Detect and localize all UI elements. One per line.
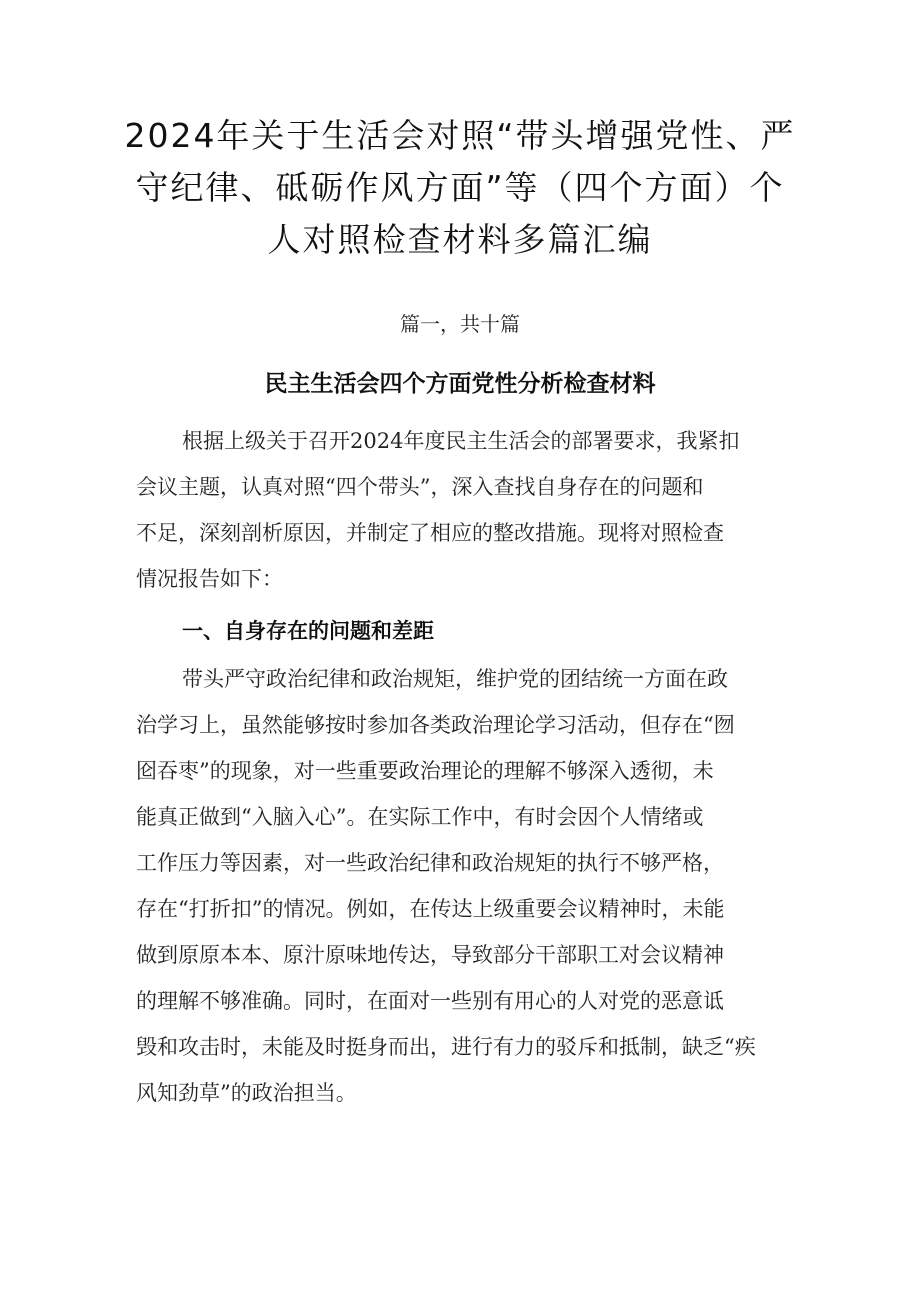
paragraph-line: 情况报告如下： xyxy=(136,567,283,591)
paragraph-line: 囵吞枣”的现象，对一些重要政治理论的理解不够深入透彻，未 xyxy=(136,759,714,783)
paragraph-line: 做到原原本本、原汁原味地传达，导致部分干部职工对会议精神 xyxy=(136,943,724,967)
body-paragraph xyxy=(136,656,784,1116)
paragraph-line: 带头严守政治纪律和政治规矩，维护党的团结统一方面在政 xyxy=(182,667,728,691)
paragraph-line: 存在“打折扣”的情况。例如，在传达上级重要会议精神时，未能 xyxy=(136,897,725,921)
title-line: 人对照检查材料多篇汇编 xyxy=(267,220,653,259)
paragraph-line: 的理解不够准确。同时，在面对一些别有用心的人对党的恶意诋 xyxy=(136,989,724,1013)
intro-paragraph xyxy=(136,418,784,602)
paragraph-line: 工作压力等因素，对一些政治纪律和政治规矩的执行不够严格， xyxy=(136,851,724,875)
paragraph-line: 不足，深刻剖析原因，并制定了相应的整改措施。现将对照检查 xyxy=(136,521,724,545)
paragraph-line: 毁和攻击时，未能及时挺身而出，进行有力的驳斥和抵制，缺乏“疾 xyxy=(136,1035,756,1059)
section-heading: 一、自身存在的问题和差距 xyxy=(182,618,434,643)
part-label: 篇一，共十篇 xyxy=(400,312,520,336)
paragraph-line: 能真正做到“入脑入心”。在实际工作中，有时会因个人情绪或 xyxy=(136,805,704,829)
title-line: 守纪律、砥砺作风方面”等（四个方面）个 xyxy=(135,168,785,207)
document-title xyxy=(120,110,800,266)
paragraph-line: 会议主题，认真对照“四个带头”，深入查找自身存在的问题和 xyxy=(136,475,704,499)
paragraph-line: 风知劲草”的政治担当。 xyxy=(136,1081,357,1105)
paragraph-line: 根据上级关于召开2024年度民主生活会的部署要求，我紧扣 xyxy=(182,429,740,453)
paragraph-line: 治学习上，虽然能够按时参加各类政治理论学习活动，但存在“囫 xyxy=(136,713,735,737)
title-line: 2024年关于生活会对照“带头增强党性、严 xyxy=(124,116,796,155)
section-subtitle: 民主生活会四个方面党性分析检查材料 xyxy=(264,371,656,397)
